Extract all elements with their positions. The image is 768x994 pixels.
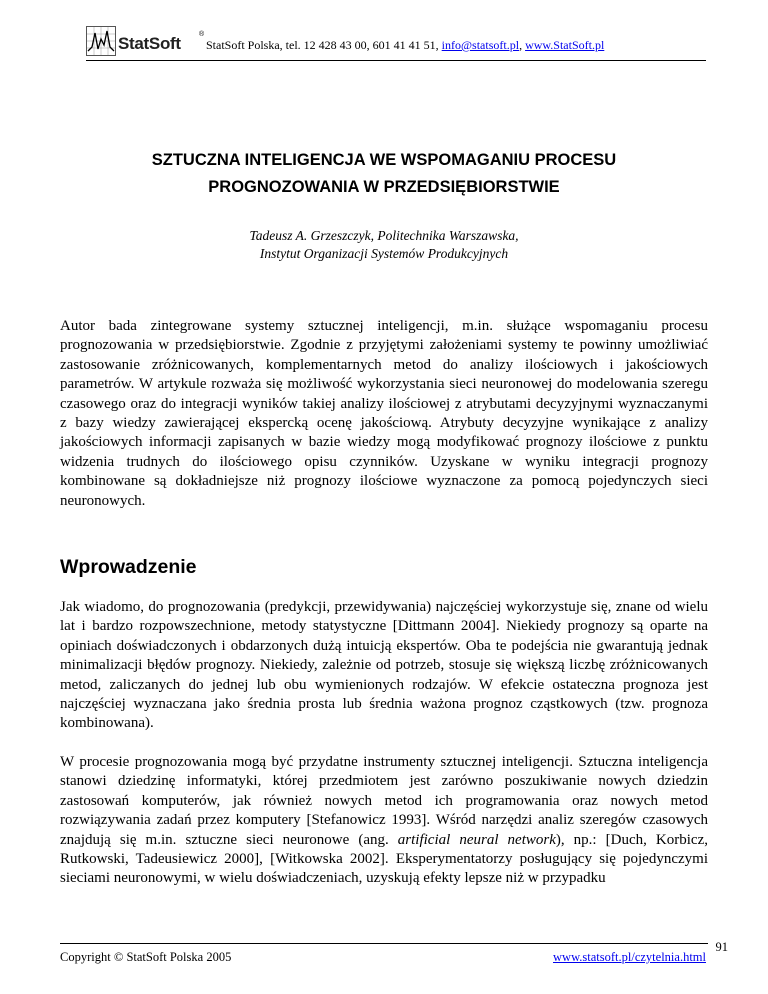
footer-copyright: Copyright © StatSoft Polska 2005: [60, 950, 232, 964]
paragraph-2: [60, 753, 708, 889]
paragraph-2-term: artificial neural network: [397, 831, 556, 848]
paragraph-2-part-b: ), np.: [Duch, Korbicz, Rutkowski, Tadeusiewicz 2000], [Witkowska 2002]. Eksperymentatorzy posługujący się pojedynczymi sieciami neuronowymi, w wielu doświadczeniach, uzyskują efekty lepsze niż w przypadku: [60, 831, 708, 887]
author-line-1: Tadeusz A. Grzeszczyk, Politechnika Warszawska,: [249, 228, 519, 243]
author-line-2: Instytut Organizacji Systemów Produkcyjnych: [259, 246, 509, 261]
header-divider: [86, 60, 706, 61]
logo-wordmark: StatSoft: [118, 34, 181, 53]
chart-logo-icon: [86, 26, 116, 56]
paragraph-2-part-a: W procesie prognozowania mogą być przydatne instrumenty sztucznej inteligencji. Sztuczna inteligencja stanowi dziedzinę informatyki, której przedmiotem jest zarówno poszukiwanie nowych dziedzin zastosowań komputerów, jak również nowych metod ich programowania oraz nowych metod rozwiązywania zadań przez komputery [Stefanowicz 1993]. Wśród narzędzi analiz szeregów czasowych znajdują się m.in. sztuczne sieci neuronowe (ang.: [60, 754, 708, 848]
registered-mark: ®: [199, 31, 205, 38]
website-link[interactable]: www.StatSoft.pl: [525, 38, 605, 52]
page-number: 91: [715, 940, 728, 954]
header-contact: [206, 38, 604, 53]
footer-link[interactable]: www.statsoft.pl/czytelnia.html: [553, 950, 706, 964]
section-heading: Wprowadzenie: [60, 556, 197, 578]
statsoft-logo: [86, 24, 206, 60]
article-title: [60, 147, 708, 201]
title-line-1: SZTUCZNA INTELIGENCJA WE WSPOMAGANIU PROCESU: [151, 151, 617, 169]
email-link[interactable]: info@statsoft.pl: [441, 38, 520, 52]
contact-text: StatSoft Polska, tel. 12 428 43 00, 601 41 41 51,: [206, 38, 442, 52]
title-line-2: PROGNOZOWANIA W PRZEDSIĘBIORSTWIE: [208, 178, 560, 196]
page-header: [86, 24, 706, 64]
paragraph-1: Jak wiadomo, do prognozowania (predykcji, przewidywania) najczęściej wykorzystuje się, znane od wielu lat i bardzo rozpowszechnione, metody statystyczne [Dittmann 2004]. Niekiedy prognozy są oparte na opiniach doświadczonych i obdarzonych dużą intuicją ekspertów. Oba te podejścia nie gwarantują jednak minimalizacji błędów prognozy. Niekiedy, zależnie od potrzeb, stosuje się większą liczbę zróżnicowanych metod, zaliczanych do jednej lub obu wymienionych rodzajów. W efekcie ostateczna prognoza jest najczęściej wyznaczana jako średnia prosta lub średnia ważona prognoz cząstkowych (tzw. prognoza kombinowana).: [60, 599, 708, 732]
footer-divider: [60, 943, 708, 944]
author-block: [60, 227, 708, 263]
abstract: Autor bada zintegrowane systemy sztucznej inteligencji, m.in. służące wspomaganiu procesu prognozowania w przedsiębiorstwie. Zgodnie z przyjętymi założeniami systemy te powinny umożliwiać zastosowanie zróżnicowanych, komplementarnych metod do analizy ilościowych i jakościowych parametrów. W artykule rozważa się możliwość wykorzystania sieci neuronowej do modelowania szeregu czasowego oraz do integracji wyników takiej analizy ilościowej z atrybutami decyzyjnymi wyznaczanymi z bazy wiedzy zawierającej ekspercką ocenę jakościową. Atrybuty decyzyjne wynikające z analizy jakościowych informacji zapisanych w bazie wiedzy mogą modyfikować prognozy ilościowe z punktu widzenia trudnych do ilościowego opisu czynników. Uzyskane w wyniku integracji prognozy kombinowane są dokładniejsze niż prognozy ilościowe wyznaczone za pomocą pojedynczych sieci neuronowych.: [60, 318, 708, 509]
contact-separator: ,: [519, 38, 526, 52]
